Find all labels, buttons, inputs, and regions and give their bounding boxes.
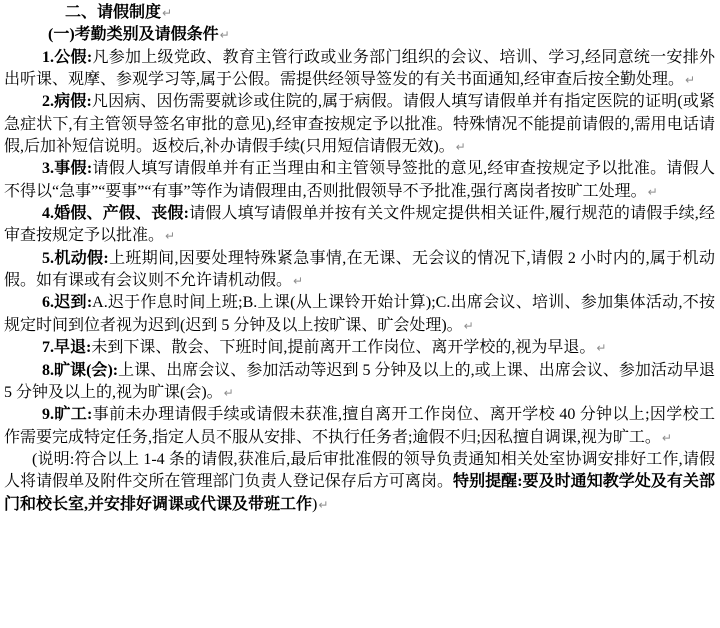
text-run: (一)考勤类别及请假条件 xyxy=(48,26,219,44)
text-run: 凡因病、因伤需要就诊或住院的,属于病假。请假人填写请假单并有指定医院的证明(或紧急症状下,有主管领导签名审批的意见),经审查按规定予以批准。特殊情况不能提前请假的,需用电话请假,后加补短信说明。返校后,补办请假手续(只用短信请假无效)。 xyxy=(4,93,715,156)
text-run: 3.事假: xyxy=(42,160,93,178)
paragraph-mark-icon: ↵ xyxy=(455,140,466,155)
paragraph-body-10 xyxy=(4,404,715,449)
text-run: 4.婚假、产假、丧假: xyxy=(42,205,189,223)
paragraph-mark-icon: ↵ xyxy=(596,341,607,356)
text-run: 8.旷课(会): xyxy=(42,361,119,379)
text-run: 事前未办理请假手续或请假未获准,擅自离开工作岗位、离开学校 40 分钟以上;因学校工作需要完成特定任务,指定人员不服从安排、不执行任务者;逾假不归;因私擅自调课,视为旷工。 xyxy=(4,406,715,446)
text-run: (说明:符合以上 1-4 条的请假,获准后,最后审批准假的领导负责通知相关处室协调安排好工作,请假人将请假单及附件交所在管理部门负责人登记保存后方可离岗。 xyxy=(4,450,715,491)
text-run: 7.早退: xyxy=(42,339,92,357)
paragraph-mark-icon: ↵ xyxy=(162,6,173,20)
text-run: A.迟于作息时间上班;B.上课(从上课铃开始计算);C.出席会议、培训、参加集体活动,不按规定时间到位者视为迟到(迟到 5 分钟及以上按旷课、旷会处理)。 xyxy=(4,294,715,334)
text-run: 上课、出席会议、参加活动等迟到 5 分钟及以上的,或上课、出席会议、参加活动早退 5 分钟及以上的,视为旷课(会)。 xyxy=(4,361,715,401)
paragraph-mark-icon: ↵ xyxy=(463,318,474,333)
text-run: ) xyxy=(312,495,318,513)
text-run: 未到下课、散会、下班时间,提前离开工作岗位、离开学校的,视为早退。 xyxy=(91,339,596,357)
paragraph-mark-icon: ↵ xyxy=(647,184,658,199)
paragraph-mark-icon: ↵ xyxy=(219,28,230,43)
text-run: 请假人填写请假单并按有关文件规定提供相关证件,履行规范的请假手续,经审查按规定予以批准。 xyxy=(4,205,715,245)
paragraph-heading2-1 xyxy=(4,24,715,46)
paragraph-mark-icon: ↵ xyxy=(318,497,329,512)
paragraph-body-2 xyxy=(4,47,715,92)
text-run: 1.公假: xyxy=(42,48,93,66)
text-run: 二、请假制度 xyxy=(65,4,162,21)
paragraph-mark-icon: ↵ xyxy=(293,274,304,289)
text-run: 6.迟到: xyxy=(42,294,93,312)
paragraph-body-6 xyxy=(4,248,715,293)
paragraph-body-9 xyxy=(4,360,715,405)
paragraph-body-8 xyxy=(4,337,715,359)
paragraph-body-4 xyxy=(4,158,715,203)
paragraph-body-7 xyxy=(4,292,715,337)
text-run: 9.旷工: xyxy=(42,406,93,424)
paragraph-mark-icon: ↵ xyxy=(661,430,672,445)
text-run: 请假人填写请假单并有正当理由和主管领导签批的意见,经审查按规定予以批准。请假人不得以“急事”“要事”“有事”等作为请假理由,否则批假领导不予批准,强行离岗者按旷工处理。 xyxy=(4,160,715,200)
text-run: 凡参加上级党政、教育主管行政或业务部门组织的会议、培训、学习,经同意统一安排外出听课、观摩、参观学习等,属于公假。需提供经领导签发的有关书面通知,经审查后按全勤处理。 xyxy=(4,48,715,89)
paragraph-body-3 xyxy=(4,91,715,158)
text-run: 上班期间,因要处理特殊紧急事情,在无课、无会议的情况下,请假 2 小时内的,属于机动假。如有课或有会议则不允许请机动假。 xyxy=(4,249,715,290)
text-run: 5.机动假: xyxy=(42,249,109,267)
paragraph-mark-icon: ↵ xyxy=(223,385,234,400)
paragraph-mark-icon: ↵ xyxy=(165,229,176,244)
text-run: 特别提醒:要及时通知教学处及有关部门和校长室,并安排好调课或代课及带班工作 xyxy=(4,473,715,513)
paragraph-body-5 xyxy=(4,203,715,248)
paragraph-mark-icon: ↵ xyxy=(685,73,696,88)
text-run: 2.病假: xyxy=(42,93,92,111)
paragraph-note-11 xyxy=(4,449,715,516)
paragraph-heading1-0 xyxy=(4,2,715,24)
